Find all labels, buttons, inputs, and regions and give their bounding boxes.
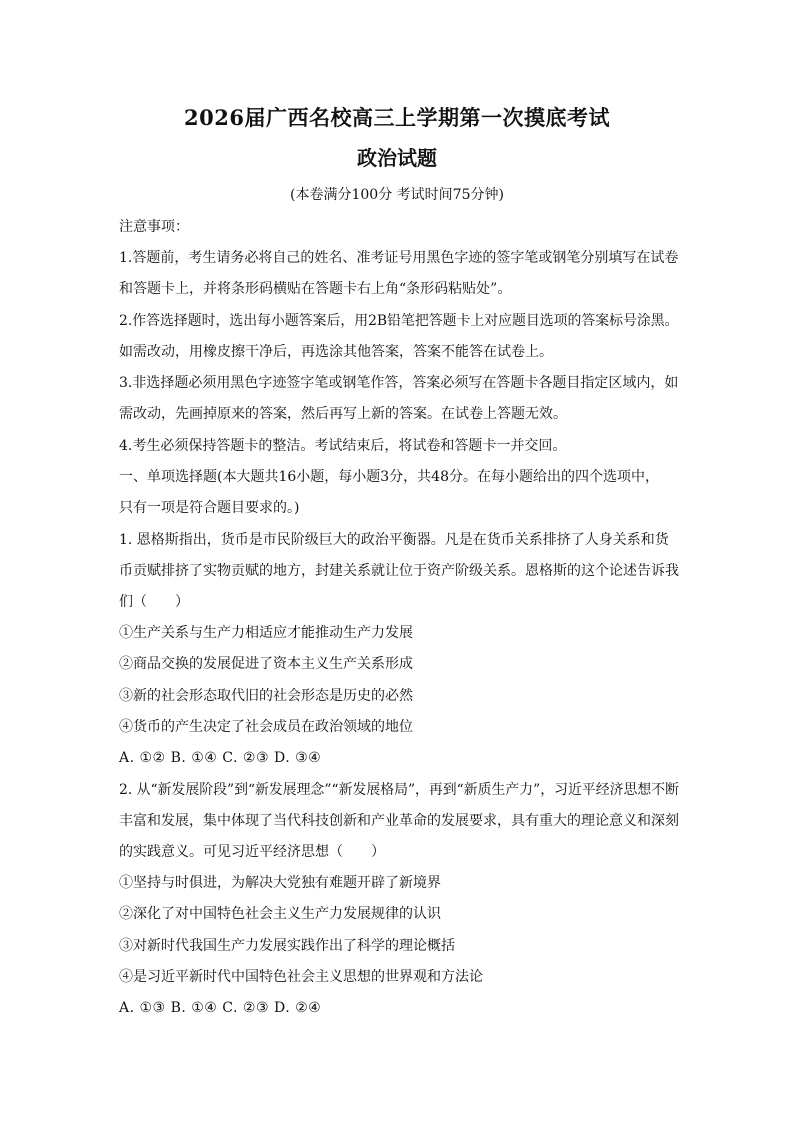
question-1-statement: ③新的社会形态取代旧的社会形态是历史的必然 [119,688,413,704]
question-1-statement: ②商品交换的发展促进了资本主义生产关系形成 [119,656,413,672]
question-2-statement: ②深化了对中国特色社会主义生产力发展规律的认识 [119,906,441,922]
notice-line: 需改动，先画掉原来的答案，然后再写上新的答案。在试卷上答题无效。 [119,406,567,422]
notice-line: 如需改动，用橡皮擦干净后，再选涂其他答案，答案不能答在试卷上。 [119,344,553,360]
question-2-statement: ③对新时代我国生产力发展实践作出了科学的理论概括 [119,938,455,954]
section-heading: 一、单项选择题(本大题共16小题，每小题3分，共48分。在每小题给出的四个选项中， [119,469,659,485]
notice-line: 2.作答选择题时，选出每小题答案后，用2B铅笔把答题卡上对应题目选项的答案标号涂黑。 [119,313,679,329]
question-1-statement: ④货币的产生决定了社会成员在政治领域的地位 [119,719,413,735]
section-heading: 只有一项是符合题目要求的。) [119,500,300,516]
exam-info: (本卷满分100分 考试时间75分钟) [290,187,504,203]
question-1-stem: 1. 恩格斯指出，货币是市民阶级巨大的政治平衡器。凡是在货币关系排挤了人身关系和货 [119,532,669,548]
notice-line: 3.非选择题必须用黑色字迹签字笔或钢笔作答，答案必须写在答题卡各题目指定区域内，如 [119,375,679,391]
subject-title: 政治试题 [357,146,437,170]
question-2-options: A. ①③ B. ①④ C. ②③ D. ②④ [119,1000,322,1016]
question-1-stem: 们（ ） [119,594,189,610]
notice-line: 和答题卡上，并将条形码横贴在答题卡右上角“条形码粘贴处”。 [119,281,512,297]
notice-line: 1.答题前，考生请务必将自己的姓名、准考证号用黑色字迹的签字笔或钢笔分别填写在试卷 [119,250,679,266]
question-2-stem: 2. 从“新发展阶段”到“新发展理念”“新发展格局”，再到“新质生产力”，习近平经济思想不断 [119,782,679,798]
question-2-statement: ④是习近平新时代中国特色社会主义思想的世界观和方法论 [119,969,483,985]
question-2-stem: 的实践意义。可见习近平经济思想（ ） [119,844,385,860]
question-1-stem: 币贡赋排挤了实物贡赋的地方，封建关系就让位于资产阶级关系。恩格斯的这个论述告诉我 [119,563,679,579]
question-1-options: A. ①② B. ①④ C. ②③ D. ③④ [119,750,322,766]
question-1-statement: ①生产关系与生产力相适应才能推动生产力发展 [119,625,413,641]
exam-title: 2026届广西名校高三上学期第一次摸底考试 [184,105,610,130]
question-2-stem: 丰富和发展，集中体现了当代科技创新和产业革命的发展要求，具有重大的理论意义和深刻 [119,813,679,829]
question-2-statement: ①坚持与时俱进，为解决大党独有难题开辟了新境界 [119,875,441,891]
notice-heading: 注意事项： [119,219,189,235]
notice-line: 4.考生必须保持答题卡的整洁。考试结束后，将试卷和答题卡一并交回。 [119,438,567,454]
